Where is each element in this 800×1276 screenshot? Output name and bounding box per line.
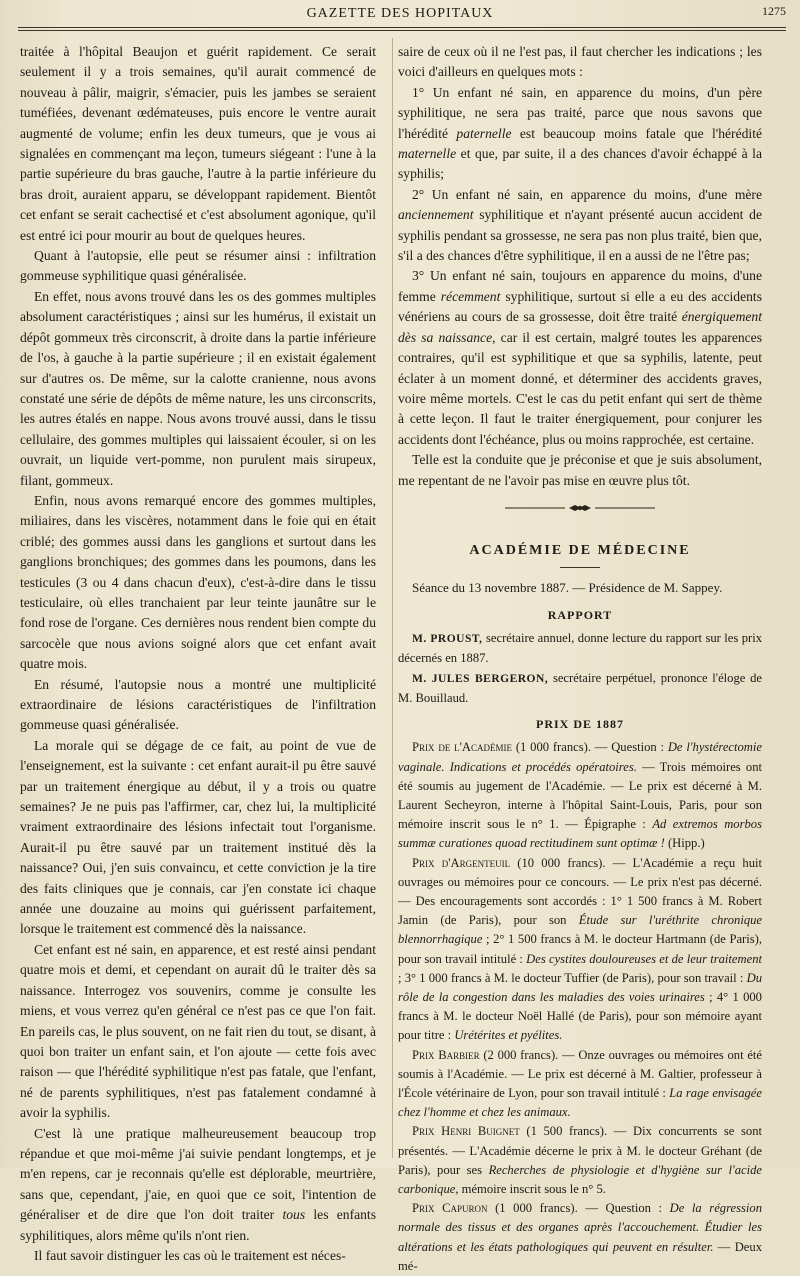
subsection-title: RAPPORT (547, 607, 613, 622)
right-column (398, 42, 762, 1276)
section-ornament (398, 503, 762, 515)
paragraph: traitée à l'hôpital Beaujon et guérit rapidement. Ce serait seulement il y a trois semaines, qu'il aurait commencé de nouveau à pâlir, maigrir, s'émacier, puis les jambes se seraient tuméfiées, devenant œdémateuses, puis encore le ventre aurait augmenté de volume; enfin les deux tumeurs, que je vous ai signalées en commençant ma leçon, tumeurs siégeant : l'une à la partie supérieure du bras gauche, l'autre à la partie inférieure du bras droit, auraient apparu, se développant rapidement. Bientôt cet enfant se serait cachectisé et c'est absolument agonique, qu'il est entré ici pour mourir au bout de quelques heures. (20, 44, 376, 243)
session-line: Séance du 13 novembre 1887. — Présidence de M. Sappey. (412, 580, 723, 596)
paragraph: Enfin, nous avons remarqué encore des gommes multiples, miliaires, dans les viscères, notamment dans le foie qui en était criblé; des gommes aussi dans les ganglions et surtout dans les ganglions bronchiques; des gommes dans les poumons, dans les testicules (3 ou 4 dans chacun d'eux), c'est-à-dire dans le tissu testiculaire, où elles tranchaient par leur teinte jaunâtre sur le fond rose de l'organe. Ces dernières nous rendent bien compte du sarcocèle que nous avions soigné alors que cet enfant avait quatre mois. (20, 492, 376, 672)
paragraph: C'est là une pratique malheureusement beaucoup trop répandue et que moi-même j'ai suivie pendant longtemps, et je m'en repens, car je reconnais qu'elle est déplorable, meurtrière, sans que, cependant, j'aie, en quoi que ce soit, l'intention de généraliser et de dire que l'on doit traiter tous les enfants syphilitiques, alors même qu'ils n'ont rien. (20, 1125, 376, 1243)
prize-entry: Prix Barbier (2 000 francs). — Onze ouvrages ou mémoires ont été soumis à l'Académie. — Le prix est décerné à M. Galtier, professeur à l'École vétérinaire de Lyon, pour son travail intitulé : La rage envisagée chez l'homme et chez les animaux. (398, 1047, 762, 1120)
section-title: ACADÉMIE DE MÉDECINE (469, 542, 691, 558)
left-column (20, 42, 376, 1266)
prize-entry: Prix Capuron (1 000 francs). — Question : De la régression normale des tissus et des organes après l'accouchement. Étudier les altérations et les états pathologiques qui peuvent en résulter. — Deux mé- (398, 1201, 762, 1273)
paragraph: Cet enfant est né sain, en apparence, et est resté ainsi pendant quatre mois et demi, et cependant on aurait dû le traiter dès sa naissance. Interrogez vos souvenirs, comme je consulte les miens, et vous verrez qu'en général ce n'est pas ce que l'on fait. En pareils cas, le plus souvent, on ne fait rien du tout, se disant, à quoi bon traiter un enfant sain, et l'on ajoute — cette fois avec raison — que l'hérédité syphilitique n'est pas fatale, que l'enfant, né de parents syphilitiques, n'est pas fatalement condamné à avoir la syphilis. (20, 941, 376, 1121)
prize-entry: Prix d'Argenteuil (10 000 francs). — L'Académie a reçu huit ouvrages ou mémoires pour ce concours. — Le prix n'est pas décerné. — Des encouragements sont accordés : 1° 1 500 francs à M. Robert Jamin (de Paris), pour son Étude sur l'uréthrite chronique blennorrhagique ; 2° 1 500 francs à M. le docteur Hartmann (de Paris), pour son travail intitulé : Des cystites douloureuses et de leur traitement ; 3° 1 000 francs à M. le docteur Tuffier (de Paris), pour son travail : Du rôle de la congestion dans les maladies des voies urinaires ; 4° 1 000 francs à M. le docteur Noël Hallé (de Paris), pour son mémoire ayant pour titre : Urétérites et pyélites. (398, 855, 763, 1043)
running-header: GAZETTE DES HOPITAUX (306, 6, 494, 21)
paragraph: La morale qui se dégage de ce fait, au point de vue de l'enseignement, est la suivante : cet enfant aurait-il pu être sauvé par un traitement énergique au début, il y a trois ou quatre semaines? Je ne puis pas l'affirmer, car, chez lui, la multiplicité vraiment extraordinaire des lésions infectait tout l'organisme. Aurait-il pu être sauvé par un traitement institué dès la naissance? Oui, j'en suis convaincu, et cette conviction je la tire des faits cliniques que je connais, car j'en constate ici chaque année une douzaine au moins qui guérissent parfaitement, lorsque le traitement est commencé dès la naissance. (20, 737, 376, 937)
subsection-title: PRIX DE 1887 (535, 716, 624, 731)
paragraph: 3° Un enfant né sain, toujours en apparence du moins, d'une femme récemment syphilitique, surtout si elle a eu des accidents vénériens au cours de sa grossesse, doit être traité énergiquement dès sa naissance, car il est certain, malgré toutes les apparences contraires, qu'il est syphilitique et que sa syphilis, latente, peut éclater à un moment donné, et déterminer des accidents graves, voire même mortels. C'est le cas du petit enfant qui sert de thème à cette leçon. Il faut le traiter énergiquement, pour conjurer les accidents dont l'échéance, plus ou moins rapprochée, est certaine. (398, 268, 763, 447)
header-rule-top (18, 27, 786, 28)
paragraph: 2° Un enfant né sain, en apparence du moins, d'une mère anciennement syphilitique et n'ayant présenté aucun accident de syphilis pendant sa grossesse, ne sera pas non plus traité, bien que, s'il a des chances d'être syphilitique, il en a aussi de ne l'être pas; (398, 186, 762, 264)
paragraph: En résumé, l'autopsie nous a montré une multiplicité extraordinaire de lésions caractéristiques de l'infiltration gommeuse quasi généralisée. (20, 676, 376, 733)
prize-entry: Prix Henri Buignet (1 500 francs). — Dix concurrents se sont présentés. — L'Académie décerne le prix à M. le docteur Gréhant (de Paris), pour ses Recherches de physiologie et d'hygiène sur l'acide carbonique, mémoire inscrit sous le n° 5. (398, 1124, 762, 1197)
page-number: 1275 (762, 4, 786, 18)
paragraph: En effet, nous avons trouvé dans les os des gommes multiples absolument caractéristiques ; ainsi sur les humérus, il existait un dépôt gommeux très circonscrit, à droite dans la partie inférieure de l'os, à gauche à la partie supérieure ; il en existait également sur d'autres os. De même, sur la calotte cranienne, nous avons constaté une série de dépôts de même nature, les uns circonscrits, les autres étalés en nappe. Nous avons trouvé aussi, dans le tissu cellulaire, des gommes multiples qui laissaient écouler, si on les ouvrait, un liquide vert-pomme, non purulent mais sirupeux, filant, gommeux. (20, 288, 376, 488)
paragraph: saire de ceux où il ne l'est pas, il faut chercher les indications ; les voici d'ailleurs en quelques mots : (398, 44, 762, 80)
paragraph: M. JULES BERGERON, secrétaire perpétuel, prononce l'éloge de M. Bouillaud. (398, 670, 762, 705)
prize-entry: Prix de l'Académie (1 000 francs). — Question : De l'hystérectomie vaginale. Indications et procédés opératoires. — Trois mémoires ont été soumis au jugement de l'Académie. — Le prix est décerné à M. Laurent Secheyron, interne à l'hôpital Saint-Louis, Paris, pour son mémoire inscrit sous le n° 1. — Épigraphe : Ad extremos morbos summæ curationes quoad rectitudinem sunt optimæ ! (Hipp.) (398, 740, 762, 851)
paragraph: 1° Un enfant né sain, en apparence du moins, d'un père syphilitique, ne sera pas traité, parce que nous savons que l'hérédité paternelle est beaucoup moins fatale que l'hérédité maternelle et que, par suite, il a des chances d'avoir échappé à la syphilis; (398, 84, 763, 182)
paragraph: M. PROUST, secrétaire annuel, donne lecture du rapport sur les prix décernés en 1887. (398, 631, 763, 666)
column-divider (392, 38, 393, 1158)
paragraph: Il faut savoir distinguer les cas où le traitement est néces- (34, 1247, 346, 1263)
paragraph: Telle est la conduite que je préconise et que je suis absolument, me repentant de ne l'avoir pas mise en œuvre plus tôt. (398, 452, 762, 488)
header-rule-bottom (18, 30, 786, 31)
title-rule (560, 567, 600, 568)
paragraph: Quant à l'autopsie, elle peut se résumer ainsi : infiltration gommeuse syphilitique quasi généralisée. (20, 248, 376, 284)
